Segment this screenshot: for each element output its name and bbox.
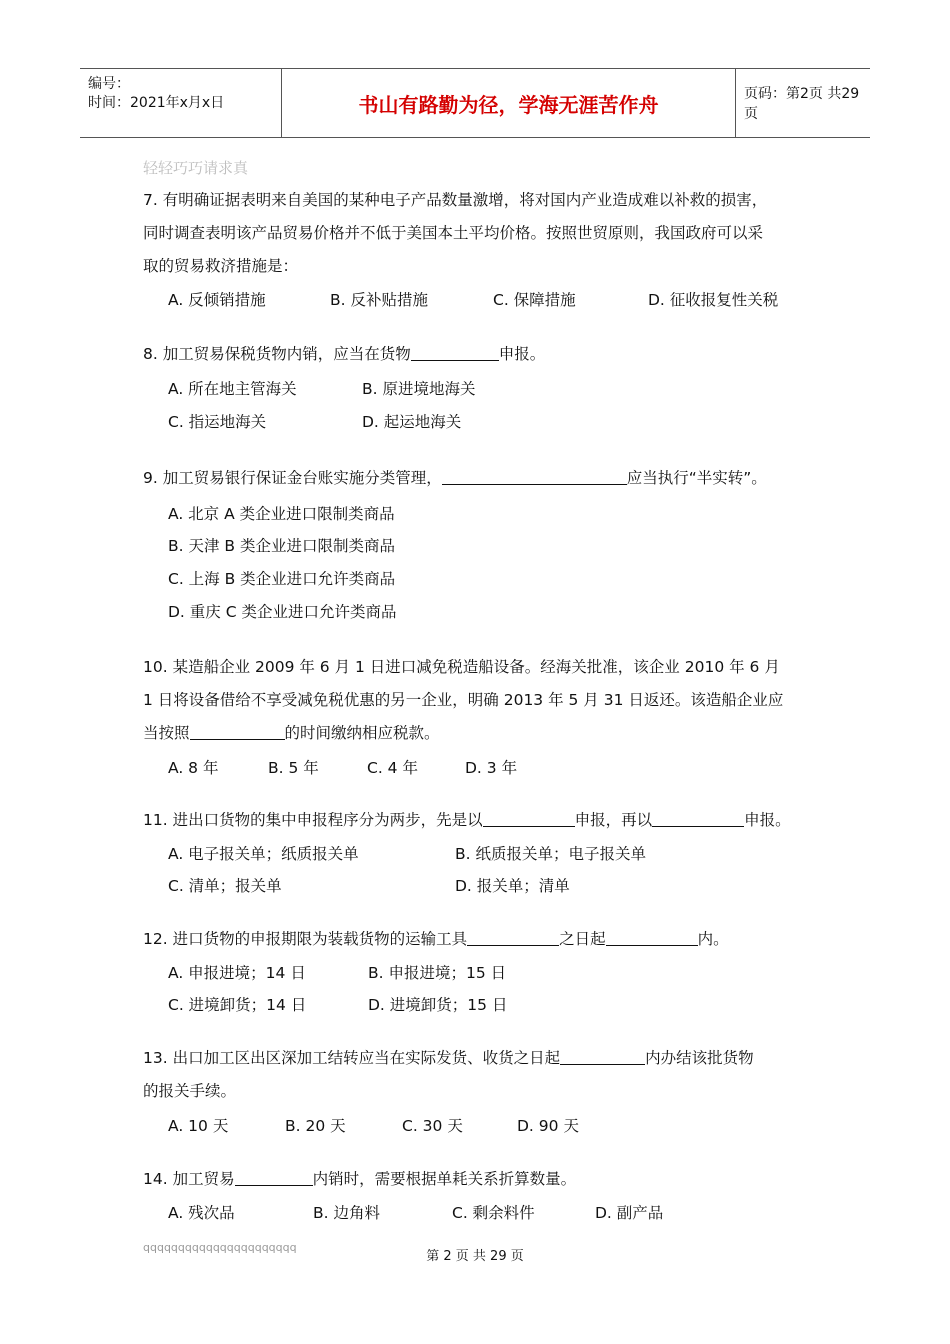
question-7 bbox=[143, 184, 813, 283]
answer-blank bbox=[467, 927, 559, 946]
question-10-line-3-end: 的时间缴纳相应税款。 bbox=[284, 724, 440, 742]
footer-watermark: qqqqqqqqqqqqqqqqqqqqqq bbox=[143, 1241, 297, 1254]
number-label: 编号： bbox=[88, 76, 130, 92]
question-13-stem: 13. 出口加工区出区深加工结转应当在实际发货、收货之日起 bbox=[143, 1049, 561, 1067]
question-7-option-b: B. 反补贴措施 bbox=[330, 291, 428, 309]
question-13-option-a: A. 10 天 bbox=[168, 1117, 229, 1135]
question-8-option-c: C. 指运地海关 bbox=[168, 413, 267, 431]
answer-blank bbox=[483, 808, 575, 827]
question-12-option-c: C. 进境卸货；14 日 bbox=[168, 996, 307, 1014]
question-12-option-d: D. 进境卸货；15 日 bbox=[368, 996, 508, 1014]
question-12-stem-mid: 之日起 bbox=[559, 930, 606, 948]
question-11-option-c: C. 清单；报关单 bbox=[168, 877, 282, 895]
question-13-stem-end: 内办结该批货物 bbox=[645, 1049, 754, 1067]
question-9-option-c: C. 上海 B 类企业进口允许类商品 bbox=[168, 570, 396, 588]
question-14 bbox=[143, 1163, 813, 1196]
question-9-option-b: B. 天津 B 类企业进口限制类商品 bbox=[168, 537, 395, 555]
answer-blank bbox=[652, 808, 744, 827]
question-9-stem: 9. 加工贸易银行保证金台账实施分类管理， bbox=[143, 469, 442, 487]
question-8-option-a: A. 所在地主管海关 bbox=[168, 380, 297, 398]
question-13-option-b: B. 20 天 bbox=[285, 1117, 346, 1135]
question-14-stem-end: 内销时，需要根据单耗关系折算数量。 bbox=[312, 1170, 577, 1188]
question-14-option-b: B. 边角料 bbox=[313, 1204, 380, 1222]
question-11 bbox=[143, 804, 813, 837]
question-13 bbox=[143, 1042, 813, 1108]
question-11-option-d: D. 报关单；清单 bbox=[455, 877, 570, 895]
header-info-cell bbox=[80, 69, 282, 137]
question-10-line-3-start: 当按照 bbox=[143, 724, 190, 742]
question-12 bbox=[143, 923, 813, 956]
question-10-option-c: C. 4 年 bbox=[367, 759, 418, 777]
question-11-stem: 11. 进出口货物的集中申报程序分为两步，先是以 bbox=[143, 811, 483, 829]
time-label: 时间：2021年x月x日 bbox=[88, 95, 225, 111]
answer-blank bbox=[442, 466, 627, 485]
question-7-line-3: 取的贸易救济措施是： bbox=[143, 257, 299, 275]
question-12-option-b: B. 申报进境；15 日 bbox=[368, 964, 507, 982]
question-13-option-d: D. 90 天 bbox=[517, 1117, 579, 1135]
question-7-line-1: 7. 有明确证据表明来自美国的某种电子产品数量激增，将对国内产业造成难以补救的损害， bbox=[143, 191, 768, 209]
question-9-option-d: D. 重庆 C 类企业进口允许类商品 bbox=[168, 603, 397, 621]
question-9-stem-end: 应当执行“半实转”。 bbox=[626, 469, 767, 487]
question-8-option-d: D. 起运地海关 bbox=[362, 413, 462, 431]
question-12-stem-end: 内。 bbox=[697, 930, 729, 948]
question-9-option-a: A. 北京 A 类企业进口限制类商品 bbox=[168, 505, 395, 523]
question-12-stem: 12. 进口货物的申报期限为装载货物的运输工具 bbox=[143, 930, 468, 948]
question-10 bbox=[143, 651, 813, 750]
question-11-stem-end: 申报。 bbox=[744, 811, 791, 829]
question-10-line-2: 1 日将设备借给不享受减免税优惠的另一企业，明确 2013 年 5 月 31 日返还。该造船企业应 bbox=[143, 691, 784, 709]
question-10-option-a: A. 8 年 bbox=[168, 759, 219, 777]
page-header bbox=[80, 68, 870, 138]
page-number-label: 页码：第2页 共29页 bbox=[744, 86, 860, 122]
answer-blank bbox=[235, 1167, 313, 1186]
motto: 书山有路勤为径，学海无涯苦作舟 bbox=[282, 69, 736, 137]
answer-blank bbox=[190, 721, 285, 740]
question-13-line-2: 的报关手续。 bbox=[143, 1082, 237, 1100]
question-7-option-a: A. 反倾销措施 bbox=[168, 291, 266, 309]
question-7-option-d: D. 征收报复性关税 bbox=[648, 291, 779, 309]
question-13-option-c: C. 30 天 bbox=[402, 1117, 463, 1135]
question-11-option-b: B. 纸质报关单；电子报关单 bbox=[455, 845, 646, 863]
question-8-stem: 8. 加工贸易保税货物内销，应当在货物 bbox=[143, 345, 411, 363]
question-11-option-a: A. 电子报关单；纸质报关单 bbox=[168, 845, 359, 863]
question-8-stem-end: 申报。 bbox=[498, 345, 546, 363]
question-7-option-c: C. 保障措施 bbox=[493, 291, 576, 309]
question-14-stem: 14. 加工贸易 bbox=[143, 1170, 235, 1188]
question-8-option-b: B. 原进境地海关 bbox=[362, 380, 476, 398]
watermark-text: 轻轻巧巧请求真 bbox=[143, 159, 249, 177]
question-14-option-a: A. 残次品 bbox=[168, 1204, 235, 1222]
question-7-line-2: 同时调查表明该产品贸易价格并不低于美国本土平均价格。按照世贸原则，我国政府可以采 bbox=[143, 224, 764, 242]
question-14-option-d: D. 副产品 bbox=[595, 1204, 664, 1222]
question-9 bbox=[143, 462, 813, 495]
footer-page-number: 第 2 页 共 29 页 bbox=[426, 1249, 524, 1264]
question-10-option-d: D. 3 年 bbox=[465, 759, 518, 777]
answer-blank bbox=[560, 1046, 645, 1065]
question-10-line-1: 10. 某造船企业 2009 年 6 月 1 日进口减免税造船设备。经海关批准，该企业 2010 年 6 月 bbox=[143, 658, 780, 676]
answer-blank bbox=[606, 927, 698, 946]
answer-blank bbox=[411, 342, 499, 361]
question-8 bbox=[143, 338, 813, 371]
question-11-stem-mid: 申报，再以 bbox=[574, 811, 653, 829]
question-14-option-c: C. 剩余料件 bbox=[452, 1204, 535, 1222]
question-12-option-a: A. 申报进境；14 日 bbox=[168, 964, 306, 982]
question-10-option-b: B. 5 年 bbox=[268, 759, 319, 777]
